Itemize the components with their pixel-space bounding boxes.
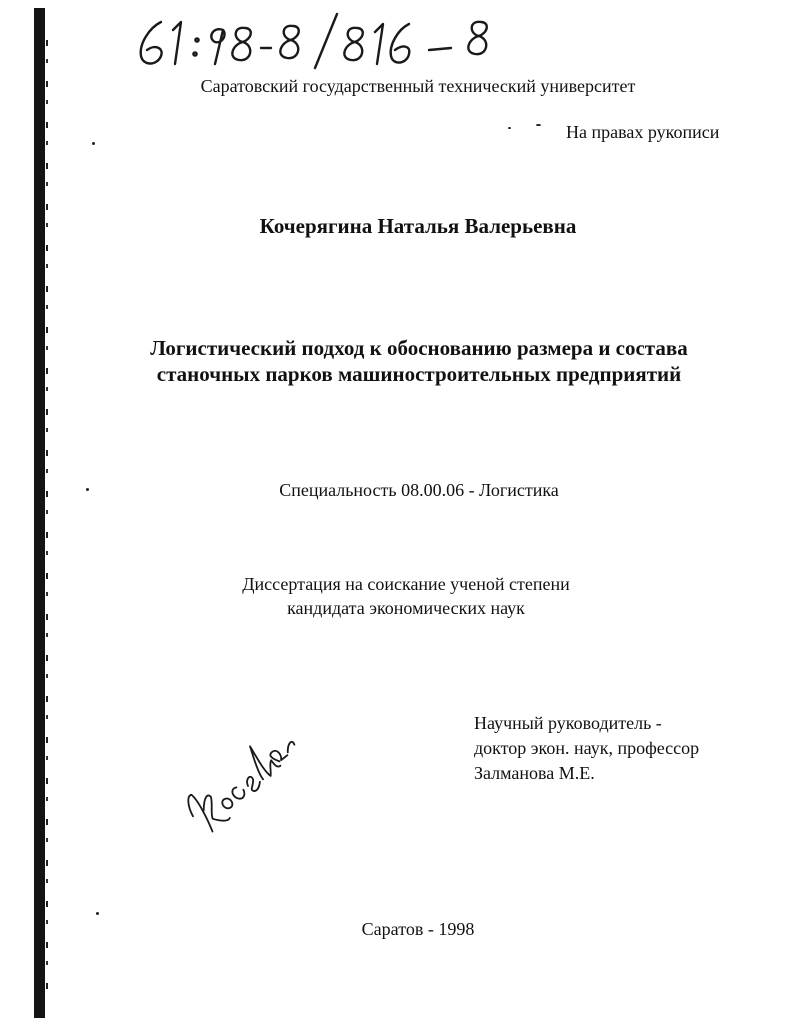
scan-speck: [92, 142, 95, 145]
supervisor-block: [474, 711, 699, 786]
author-name: Кочерягина Наталья Валерьевна: [259, 214, 577, 238]
archive-code-handwritten: [125, 8, 515, 72]
scan-speck: [508, 127, 511, 129]
supervisor-line: доктор экон. наук, профессор: [474, 738, 700, 758]
specialty: Специальность 08.00.06 - Логистика: [279, 480, 559, 500]
degree-line: кандидата экономических наук: [287, 598, 525, 618]
scan-binding-edge: [34, 8, 45, 1018]
scan-speck: [96, 912, 99, 915]
city-year: Саратов - 1998: [361, 919, 475, 939]
degree-statement: [0, 572, 791, 620]
handwritten-signature: [178, 716, 318, 846]
university-name: Саратовский государственный технический университет: [200, 76, 636, 96]
degree-line: Диссертация на соискание ученой степени: [242, 574, 570, 594]
supervisor-line: Залманова М.Е.: [474, 763, 595, 783]
supervisor-line: Научный руководитель -: [474, 713, 662, 733]
dissertation-title: [0, 335, 791, 387]
scan-speck: [536, 124, 541, 126]
title-line: Логистический подход к обоснованию размера и состава: [150, 336, 688, 360]
title-line: станочных парков машиностроительных предприятий: [156, 362, 682, 386]
scan-edge-noise: [46, 40, 48, 1000]
manuscript-rights-note: На правах рукописи: [566, 122, 720, 142]
